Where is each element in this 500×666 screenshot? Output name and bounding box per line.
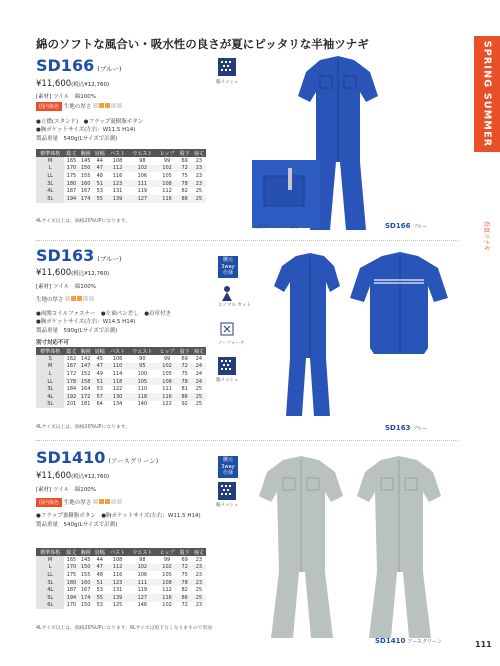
- mesh-icon: [218, 58, 236, 76]
- size-cell: 3L: [36, 579, 64, 587]
- size-column-header: 股下: [178, 548, 192, 556]
- size-cell: 24: [195, 370, 203, 377]
- size-cell: 116: [157, 393, 178, 401]
- size-row: [36, 393, 206, 401]
- size-cell: 194: [64, 195, 78, 203]
- size-cell: 23: [195, 172, 203, 179]
- feature-line: ●フラップ裏樹脂ボタン ●胸ポケットサイズ(左右：W11.5 H14): [36, 513, 201, 519]
- section-divider: [36, 240, 458, 241]
- size-cell: 48: [96, 571, 103, 578]
- size-cell: 78: [178, 378, 192, 386]
- size-cell: 64: [96, 401, 103, 408]
- size-header-row: [36, 149, 206, 157]
- size-note: 4Lサイズ以上は、価格20%UPになります。: [36, 219, 130, 224]
- size-row: [36, 157, 206, 165]
- size-rows: [36, 556, 206, 609]
- size-cell: 122: [112, 386, 123, 393]
- size-row: [36, 355, 206, 363]
- size-cell: 170: [64, 165, 78, 173]
- size-cell: S: [36, 355, 64, 363]
- size-cell: 25: [195, 401, 203, 408]
- size-column-header: バスト: [107, 149, 128, 157]
- size-cell: 119: [137, 587, 148, 594]
- size-column-header: 胸囲: [79, 548, 93, 556]
- size-cell: 24: [192, 363, 206, 371]
- size-cell: M: [36, 556, 64, 564]
- size-cell: 162: [66, 355, 77, 362]
- size-row: [36, 401, 206, 409]
- size-cell: 102: [157, 564, 178, 572]
- size-cell: 72: [178, 165, 192, 173]
- size-cell: 99: [163, 157, 171, 164]
- size-cell: 201: [66, 401, 77, 408]
- size-cell: 3L: [36, 385, 64, 393]
- size-cell: 98: [139, 556, 146, 563]
- size-cell: 130: [107, 393, 128, 401]
- size-cell: 51: [93, 378, 107, 386]
- size-cell: LL: [36, 571, 64, 579]
- size-cell: 99: [163, 556, 171, 563]
- thickness-scale: [65, 296, 95, 303]
- size-cell: 102: [157, 363, 178, 371]
- size-cell: 51: [93, 180, 107, 188]
- size-cell: 187: [66, 188, 77, 195]
- size-cell: 69: [181, 157, 188, 164]
- size-cell: 23: [195, 556, 203, 563]
- product-caption: SD1410 アースグリーン: [375, 637, 442, 645]
- size-cell: 184: [66, 386, 77, 393]
- size-cell: 98: [139, 157, 146, 164]
- size-cell: L: [36, 564, 64, 572]
- product-weight: 製品重量 540g(Lサイズで計測): [36, 136, 118, 142]
- 3way-badge: 腰元 3way 仕様: [218, 256, 238, 278]
- size-column-header: 標準体格: [36, 548, 64, 556]
- size-column-header: 標準体格: [36, 149, 64, 157]
- size-cell: 106: [112, 355, 123, 362]
- fabric-thickness: 国内染色 生地の厚さ: [36, 498, 123, 507]
- thickness-scale: [93, 499, 123, 506]
- size-column-header: バスト: [107, 548, 128, 556]
- size-cell: 167: [80, 587, 91, 594]
- size-cell: 150: [79, 564, 93, 572]
- size-cell: 45: [96, 355, 103, 362]
- size-cell: 110: [107, 363, 128, 371]
- size-cell: 69: [181, 556, 188, 563]
- size-column-header: 総丈: [64, 548, 78, 556]
- size-cell: 172: [79, 393, 93, 401]
- size-cell: 172: [66, 370, 77, 377]
- size-note: 4Lサイズ以上は、価格20%UPになります。6Lサイズは股下なくなりますので別途: [36, 626, 213, 631]
- size-cell: 111: [128, 579, 156, 587]
- size-cell: 23: [195, 571, 203, 578]
- size-cell: 164: [80, 386, 91, 393]
- size-cell: 5L: [36, 594, 64, 602]
- size-row: [36, 571, 206, 579]
- size-cell: 160: [79, 180, 93, 188]
- size-column-header: 袖丈: [192, 149, 206, 157]
- size-cell: 105: [162, 571, 172, 578]
- size-cell: 55: [93, 594, 107, 602]
- size-cell: 187: [66, 587, 77, 594]
- size-cell: 178: [64, 378, 78, 386]
- size-cell: 142: [80, 355, 91, 362]
- price: ¥11,600(税込¥12,760): [36, 79, 110, 89]
- size-cell: 167: [80, 188, 91, 195]
- size-cell: 155: [80, 571, 91, 578]
- size-cell: 47: [93, 564, 107, 572]
- feature-line: ●胸ポケットサイズ(左右：W14.5 H14): [36, 319, 136, 325]
- size-cell: 170: [64, 564, 78, 572]
- size-cell: 118: [107, 378, 128, 386]
- size-cell: 108: [157, 180, 178, 188]
- size-cell: 86: [178, 195, 192, 203]
- size-cell: 25: [192, 393, 206, 401]
- size-row: [36, 363, 206, 371]
- icon-caption: ノーフォーク: [218, 341, 245, 346]
- size-cell: 55: [93, 195, 107, 203]
- size-row: [36, 385, 206, 393]
- size-cell: 53: [96, 587, 103, 594]
- size-cell: 78: [178, 579, 192, 587]
- size-cell: 123: [107, 579, 128, 587]
- size-column-header: ウエスト: [128, 548, 156, 556]
- size-table: [36, 347, 206, 408]
- size-cell: 114: [112, 370, 123, 377]
- size-column-header: 総丈: [64, 149, 78, 157]
- size-cell: 106: [137, 571, 148, 578]
- size-cell: 150: [79, 165, 93, 173]
- size-cell: 3L: [36, 180, 64, 188]
- size-cell: 44: [96, 556, 103, 563]
- size-cell: 51: [93, 579, 107, 587]
- icon-caption: 脇メッシュ: [216, 80, 239, 85]
- size-cell: 25: [192, 594, 206, 602]
- size-cell: 118: [128, 393, 156, 401]
- size-row: [36, 187, 206, 195]
- size-cell: 134: [112, 401, 123, 408]
- fabric-thickness: 生地の厚さ: [36, 295, 95, 303]
- size-column-header: ヒップ: [157, 149, 178, 157]
- size-table: [36, 149, 206, 203]
- size-cell: LL: [36, 378, 64, 386]
- size-cell: 175: [66, 571, 77, 578]
- mesh-icon: [218, 357, 236, 375]
- page-number: 111: [475, 640, 492, 649]
- mesh-icon: [218, 482, 236, 500]
- category-label: 春夏ツナギ: [482, 220, 490, 252]
- size-cell: 180: [64, 180, 78, 188]
- fabric-thickness: 国内染色 生地の厚さ: [36, 102, 123, 111]
- size-column-header: 袖丈: [192, 347, 206, 355]
- size-cell: 127: [128, 594, 156, 602]
- size-row: [36, 602, 206, 610]
- size-cell: 25: [192, 195, 206, 203]
- size-cell: 145: [80, 157, 91, 164]
- size-cell: 146: [137, 602, 148, 609]
- size-cell: 75: [181, 172, 188, 179]
- size-column-header: ウエスト: [128, 149, 156, 157]
- size-cell: 102: [157, 165, 178, 173]
- size-cell: 116: [112, 571, 123, 578]
- size-cell: L: [36, 165, 64, 173]
- special-note: 別寸対応不可: [36, 340, 70, 346]
- size-cell: 119: [137, 188, 148, 195]
- size-cell: 165: [66, 157, 77, 164]
- size-cell: 25: [195, 386, 203, 393]
- size-cell: 5L: [36, 401, 64, 409]
- size-cell: M: [36, 157, 64, 165]
- model-title: SD166 (ブルー): [36, 56, 122, 75]
- size-cell: 92: [181, 401, 188, 408]
- size-cell: 152: [80, 370, 91, 377]
- icon-caption: 脇メッシュ: [216, 378, 239, 383]
- size-column-header: 袖丈: [192, 548, 206, 556]
- icon-caption: 脇メッシュ: [216, 503, 239, 508]
- size-cell: 139: [107, 195, 128, 203]
- size-cell: 95: [128, 363, 156, 371]
- size-cell: 72: [178, 564, 192, 572]
- material: [素材] ツイル 綿100%: [36, 284, 96, 290]
- size-cell: 174: [79, 594, 93, 602]
- size-cell: 82: [181, 587, 188, 594]
- model-title: SD163 (ブルー): [36, 246, 122, 265]
- size-cell: 75: [181, 571, 188, 578]
- size-cell: 23: [195, 602, 203, 609]
- product-caption: SD166 ブルー: [385, 222, 428, 230]
- size-column-header: 標準体格: [36, 347, 64, 355]
- size-header-row: [36, 347, 206, 355]
- size-cell: 111: [162, 386, 172, 393]
- size-cell: 24: [195, 355, 203, 362]
- size-cell: 105: [162, 172, 172, 179]
- size-cell: 75: [181, 370, 188, 377]
- size-cell: 81: [181, 386, 188, 393]
- size-cell: 86: [178, 594, 192, 602]
- size-cell: 110: [137, 386, 148, 393]
- size-cell: 165: [66, 556, 77, 563]
- size-cell: 82: [181, 188, 188, 195]
- size-cell: 53: [96, 602, 103, 609]
- size-cell: 49: [96, 370, 103, 377]
- material: [素材] ツイル 綿100%: [36, 487, 96, 493]
- size-cell: 170: [66, 602, 77, 609]
- size-row: [36, 579, 206, 587]
- size-table: [36, 548, 206, 609]
- photo-caption: 左胸ポケットペン差し: [254, 225, 299, 230]
- size-cell: 116: [157, 195, 178, 203]
- size-cell: 175: [66, 172, 77, 179]
- price: ¥11,600(税込¥12,760): [36, 268, 110, 278]
- size-cell: 167: [64, 363, 78, 371]
- size-cell: 44: [96, 157, 103, 164]
- feature-line: ●両開コイルファスナー ●左袖ペン差し ●肩章付き: [36, 311, 172, 317]
- icon-caption: ヒノマル カット: [218, 303, 251, 308]
- size-row: [36, 370, 206, 378]
- size-cell: 102: [128, 165, 156, 173]
- size-cell: 23: [192, 579, 206, 587]
- size-cell: 131: [112, 587, 123, 594]
- size-cell: 4L: [36, 393, 64, 401]
- size-cell: 140: [137, 401, 148, 408]
- 3way-badge: 腰元 3way 仕様: [218, 456, 238, 478]
- size-cell: 112: [162, 188, 172, 195]
- size-cell: 105: [128, 378, 156, 386]
- size-cell: 112: [107, 165, 128, 173]
- size-cell: 6L: [36, 602, 64, 610]
- season-tab: [474, 36, 500, 152]
- size-cell: 47: [93, 363, 107, 371]
- size-cell: 102: [162, 602, 172, 609]
- thickness-scale: [93, 103, 123, 110]
- size-column-header: 胸囲: [79, 149, 93, 157]
- size-cell: 112: [162, 587, 172, 594]
- size-cell: 23: [192, 165, 206, 173]
- size-cell: 25: [195, 587, 203, 594]
- size-cell: 123: [107, 180, 128, 188]
- size-cell: 57: [93, 393, 107, 401]
- norfolk-icon: [218, 320, 236, 338]
- size-cell: 23: [192, 180, 206, 188]
- size-cell: 86: [178, 393, 192, 401]
- domestic-dye-badge: 国内染色: [36, 102, 62, 111]
- size-cell: 160: [79, 579, 93, 587]
- size-cell: 122: [162, 401, 172, 408]
- size-row: [36, 172, 206, 180]
- domestic-dye-badge: 国内染色: [36, 498, 62, 507]
- size-rows: [36, 355, 206, 408]
- hinomaru-cut-icon: [218, 284, 236, 302]
- size-cell: 4L: [36, 586, 64, 594]
- size-row: [36, 594, 206, 602]
- size-cell: 192: [64, 393, 78, 401]
- size-cell: 5L: [36, 195, 64, 203]
- size-cell: 24: [192, 378, 206, 386]
- size-column-header: 胸囲: [79, 347, 93, 355]
- size-column-header: ウエスト: [128, 347, 156, 355]
- size-header-row: [36, 548, 206, 556]
- size-cell: 106: [137, 172, 148, 179]
- page-headline: 綿のソフトな風合い・吸水性の良さが夏にピッタリな半袖ツナギ: [36, 37, 369, 51]
- product-weight: 製品重量 540g(Lサイズで計測): [36, 522, 118, 528]
- size-row: [36, 586, 206, 594]
- size-row: [36, 378, 206, 386]
- product-caption: SD163 ブルー: [385, 424, 428, 432]
- size-cell: 48: [96, 172, 103, 179]
- size-column-header: 総丈: [64, 347, 78, 355]
- size-rows: [36, 157, 206, 203]
- size-cell: 111: [128, 180, 156, 188]
- model-title: SD1410 (アースグリーン): [36, 448, 159, 467]
- size-cell: 23: [195, 157, 203, 164]
- size-cell: 139: [107, 594, 128, 602]
- size-cell: 78: [178, 180, 192, 188]
- size-cell: 105: [162, 370, 172, 377]
- size-cell: 147: [79, 363, 93, 371]
- size-cell: 145: [80, 556, 91, 563]
- size-cell: 53: [96, 188, 103, 195]
- size-column-header: ヒップ: [157, 347, 178, 355]
- size-cell: 72: [178, 363, 192, 371]
- size-cell: 99: [163, 355, 171, 362]
- size-cell: 131: [112, 188, 123, 195]
- size-cell: 108: [112, 556, 123, 563]
- size-cell: 4L: [36, 187, 64, 195]
- size-cell: 174: [79, 195, 93, 203]
- section-divider: [36, 440, 458, 441]
- size-row: [36, 564, 206, 572]
- size-row: [36, 195, 206, 203]
- size-cell: 108: [112, 157, 123, 164]
- size-cell: 90: [139, 355, 146, 362]
- product-photo-sd166: [250, 52, 460, 234]
- size-cell: 108: [157, 378, 178, 386]
- size-column-header: ヒップ: [157, 548, 178, 556]
- size-cell: 25: [195, 188, 203, 195]
- size-cell: M: [36, 363, 64, 371]
- feature-line: ●胸ポケットサイズ(左右：W11.5 H14): [36, 127, 136, 133]
- size-cell: 150: [80, 602, 91, 609]
- size-cell: 116: [157, 594, 178, 602]
- size-row: [36, 556, 206, 564]
- size-column-header: 股下: [178, 149, 192, 157]
- size-cell: 69: [181, 355, 188, 362]
- size-column-header: 肩幅: [93, 548, 107, 556]
- size-row: [36, 165, 206, 173]
- size-cell: 116: [112, 172, 123, 179]
- size-cell: 102: [128, 564, 156, 572]
- size-row: [36, 180, 206, 188]
- size-cell: 23: [192, 564, 206, 572]
- size-cell: 155: [80, 172, 91, 179]
- size-cell: 112: [107, 564, 128, 572]
- size-cell: 125: [112, 602, 123, 609]
- size-cell: L: [36, 370, 64, 378]
- product-photo-sd163: [270, 250, 460, 420]
- size-column-header: 肩幅: [93, 347, 107, 355]
- size-cell: 72: [181, 602, 188, 609]
- size-cell: 181: [80, 401, 91, 408]
- size-column-header: バスト: [107, 347, 128, 355]
- size-column-header: 股下: [178, 347, 192, 355]
- size-cell: 47: [93, 165, 107, 173]
- season-tab-label: SPRING SUMMER: [481, 40, 493, 148]
- size-cell: 194: [64, 594, 78, 602]
- price: ¥11,600(税込¥12,760): [36, 471, 110, 481]
- size-cell: 158: [79, 378, 93, 386]
- size-cell: 108: [157, 579, 178, 587]
- size-cell: 53: [96, 386, 103, 393]
- size-cell: 100: [137, 370, 148, 377]
- size-cell: 180: [64, 579, 78, 587]
- material: [素材] ツイル 綿100%: [36, 94, 96, 100]
- size-note: 4Lサイズ以上は、価格20%UPになります。: [36, 425, 130, 430]
- size-cell: 127: [128, 195, 156, 203]
- size-cell: LL: [36, 172, 64, 180]
- feature-line: ●立襟(スタンド) ●フラップ裏樹脂ボタン: [36, 119, 144, 125]
- size-column-header: 肩幅: [93, 149, 107, 157]
- product-weight: 製品重量 590g(Lサイズで計測): [36, 328, 118, 334]
- product-photo-sd1410: [245, 452, 460, 642]
